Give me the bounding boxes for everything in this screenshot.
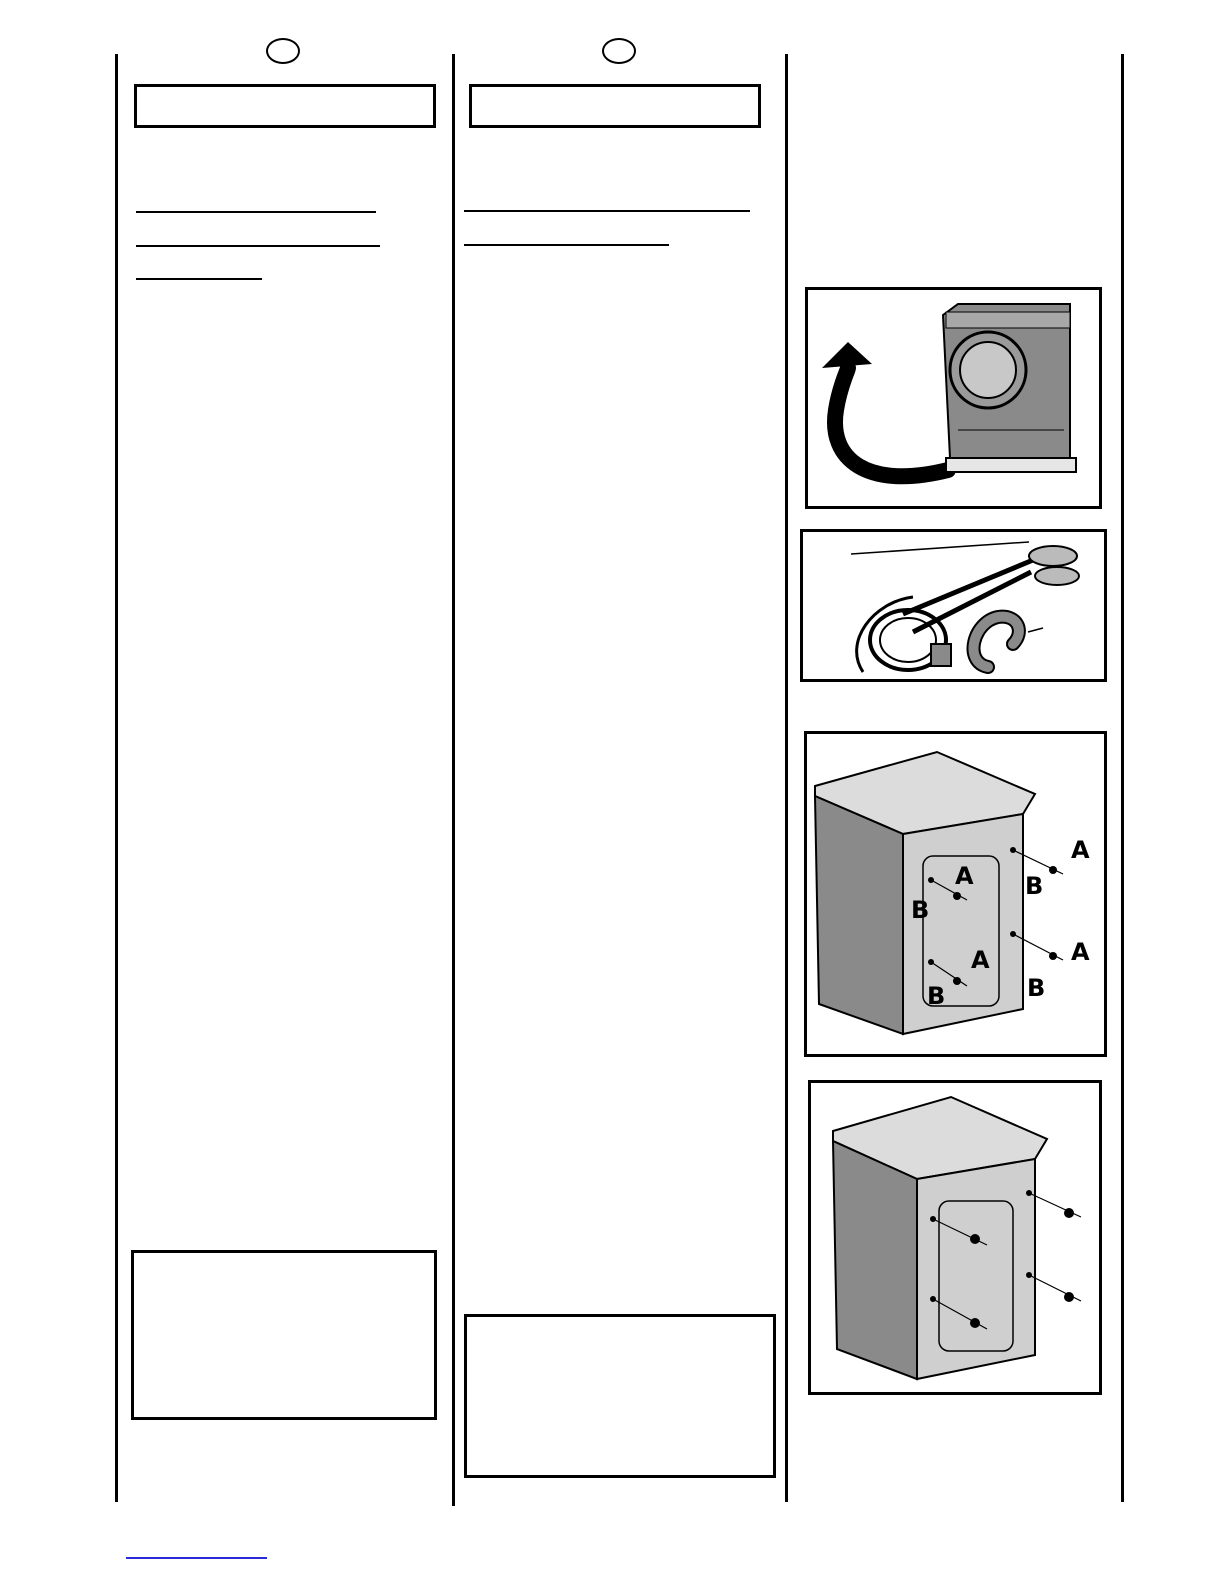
machine-side (815, 796, 903, 1034)
heading-underline-middle-1 (464, 210, 750, 212)
curved-arrow (835, 368, 948, 476)
figure-lift-machine (805, 287, 1102, 509)
label-a-upper-left: A (955, 862, 974, 890)
section-header-left (134, 84, 436, 128)
label-b-upper-left: B (911, 896, 930, 924)
machine-back (917, 1159, 1035, 1379)
right-column-rule (785, 54, 788, 1502)
footer-link[interactable] (126, 1557, 267, 1559)
heading-underline-left-3 (136, 278, 262, 280)
callout-line (1028, 628, 1043, 632)
language-badge-middle (602, 38, 636, 64)
label-a-lower-right: A (1071, 938, 1090, 966)
language-badge-left (266, 38, 300, 64)
reference-line (851, 542, 1029, 554)
label-b-lower-left: B (927, 982, 946, 1010)
note-box-left (131, 1250, 437, 1420)
plug (931, 644, 951, 666)
figure-cut-cable (800, 529, 1107, 682)
note-box-middle (464, 1314, 776, 1478)
middle-column-rule (452, 54, 455, 1506)
door-glass (960, 342, 1016, 398)
scissor-handle-1 (1029, 546, 1077, 566)
machine-back (903, 814, 1023, 1034)
label-a-upper-right: A (1071, 836, 1090, 864)
label-b-lower-right: B (1027, 974, 1046, 1002)
heading-underline-left-2 (136, 245, 380, 247)
scissor-handle-2 (1035, 567, 1079, 585)
figure-rear-bolts-labeled (804, 731, 1107, 1057)
left-column-rule (115, 54, 118, 1502)
arrow-head (822, 342, 872, 368)
pallet (946, 458, 1076, 472)
section-header-middle (469, 84, 761, 128)
figure-rear-bolts (808, 1080, 1102, 1395)
machine-side (833, 1141, 917, 1379)
heading-underline-middle-2 (464, 244, 669, 246)
control-panel (946, 312, 1070, 328)
heading-underline-left-1 (136, 211, 376, 213)
label-a-lower-left: A (971, 946, 990, 974)
far-right-column-rule (1121, 54, 1124, 1502)
label-b-upper-right: B (1025, 872, 1044, 900)
